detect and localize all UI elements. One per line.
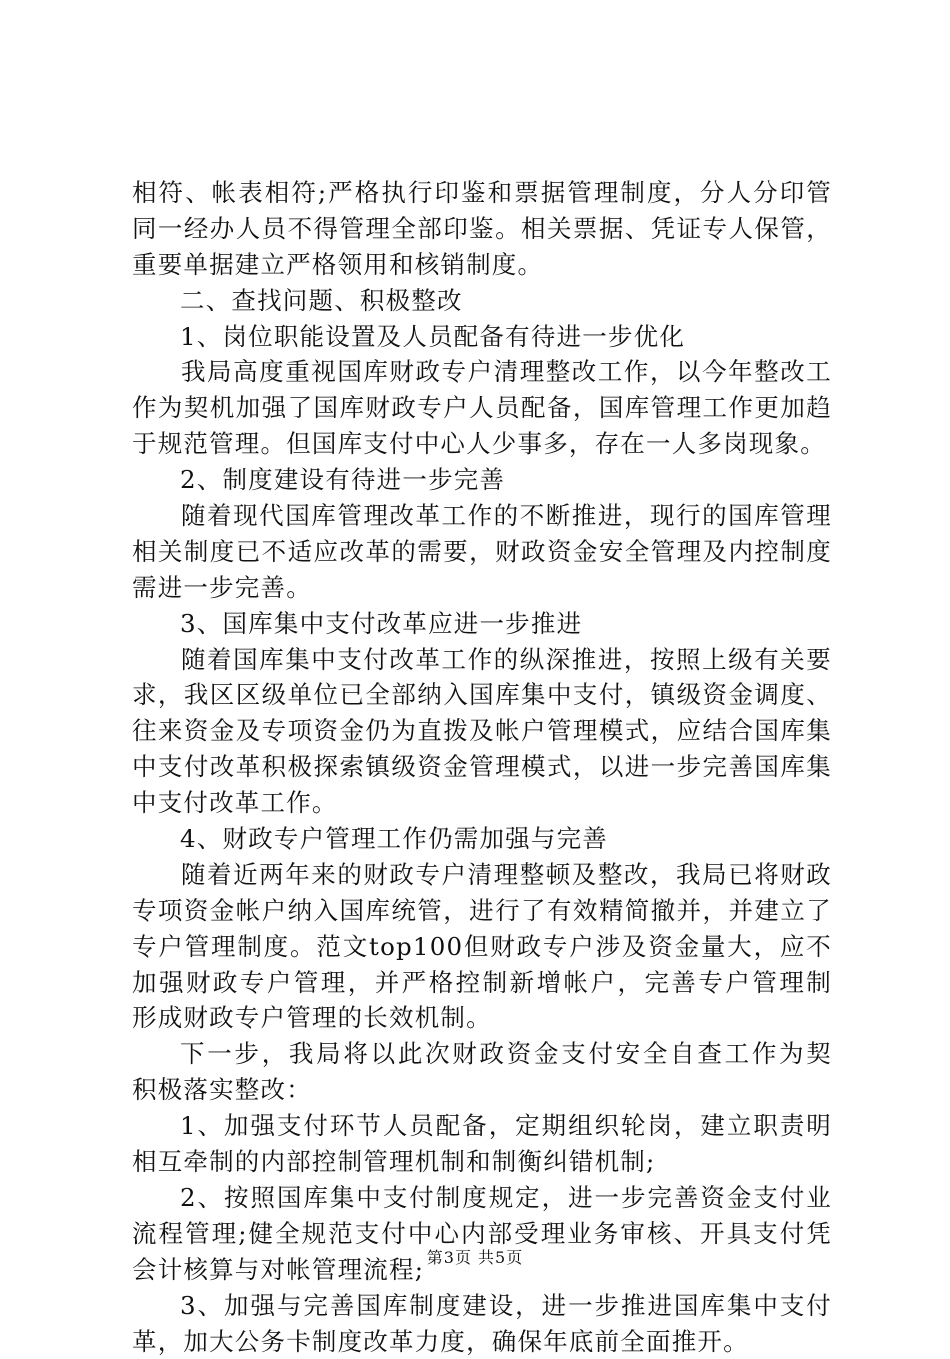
page-number: 第3页 共5页 [0, 1245, 950, 1268]
text-line: 往来资金及专项资金仍为直拨及帐户管理模式，应结合国库集 [132, 713, 832, 749]
text-line: 专户管理制度。范文top100但财政专户涉及资金量大，应不 [132, 929, 832, 965]
subsection-heading: 2、制度建设有待进一步完善 [132, 462, 832, 498]
subsection-heading: 3、国库集中支付改革应进一步推进 [132, 606, 832, 642]
list-item: 3、加强与完善国库制度建设，进一步推进国库集中支付 [132, 1288, 832, 1324]
text-line: 相关制度已不适应改革的需要，财政资金安全管理及内控制度 [132, 534, 832, 570]
text-line: 会计核算与对帐管理流程; [132, 1252, 832, 1288]
subsection-heading: 4、财政专户管理工作仍需加强与完善 [132, 821, 832, 857]
text-line: 流程管理;健全规范支付中心内部受理业务审核、开具支付凭 [132, 1216, 832, 1252]
text-line: 中支付改革工作。 [132, 785, 832, 821]
text-line: 相符、帐表相符;严格执行印鉴和票据管理制度，分人分印管 [132, 175, 832, 211]
text-line: 积极落实整改： [132, 1072, 832, 1108]
text-line: 同一经办人员不得管理全部印鉴。相关票据、凭证专人保管， [132, 211, 832, 247]
text-line: 随着国库集中支付改革工作的纵深推进，按照上级有关要 [132, 642, 832, 678]
text-line: 下一步，我局将以此次财政资金支付安全自查工作为契 [132, 1036, 832, 1072]
text-line: 于规范管理。但国库支付中心人少事多，存在一人多岗现象。 [132, 426, 832, 462]
text-line: 专项资金帐户纳入国库统管，进行了有效精简撤并，并建立了 [132, 893, 832, 929]
text-line: 作为契机加强了国库财政专户人员配备，国库管理工作更加趋 [132, 390, 832, 426]
section-heading: 二、查找问题、积极整改 [132, 283, 832, 319]
text-line: 重要单据建立严格领用和核销制度。 [132, 247, 832, 283]
text-line: 我局高度重视国库财政专户清理整改工作，以今年整改工 [132, 354, 832, 390]
text-line: 求，我区区级单位已全部纳入国库集中支付，镇级资金调度、 [132, 677, 832, 713]
text-line: 随着现代国库管理改革工作的不断推进，现行的国库管理 [132, 498, 832, 534]
text-line: 革，加大公务卡制度改革力度，确保年底前全面推开。 [132, 1324, 832, 1359]
document-body [132, 175, 832, 1359]
text-line: 中支付改革积极探索镇级资金管理模式，以进一步完善国库集 [132, 749, 832, 785]
text-line: 形成财政专户管理的长效机制。 [132, 1000, 832, 1036]
text-line: 随着近两年来的财政专户清理整顿及整改，我局已将财政 [132, 857, 832, 893]
text-line: 加强财政专户管理，并严格控制新增帐户，完善专户管理制 [132, 965, 832, 1001]
list-item: 1、加强支付环节人员配备，定期组织轮岗，建立职责明 [132, 1108, 832, 1144]
list-item: 2、按照国库集中支付制度规定，进一步完善资金支付业 [132, 1180, 832, 1216]
text-line: 相互牵制的内部控制管理机制和制衡纠错机制; [132, 1144, 832, 1180]
text-line: 需进一步完善。 [132, 570, 832, 606]
subsection-heading: 1、岗位职能设置及人员配备有待进一步优化 [132, 319, 832, 355]
